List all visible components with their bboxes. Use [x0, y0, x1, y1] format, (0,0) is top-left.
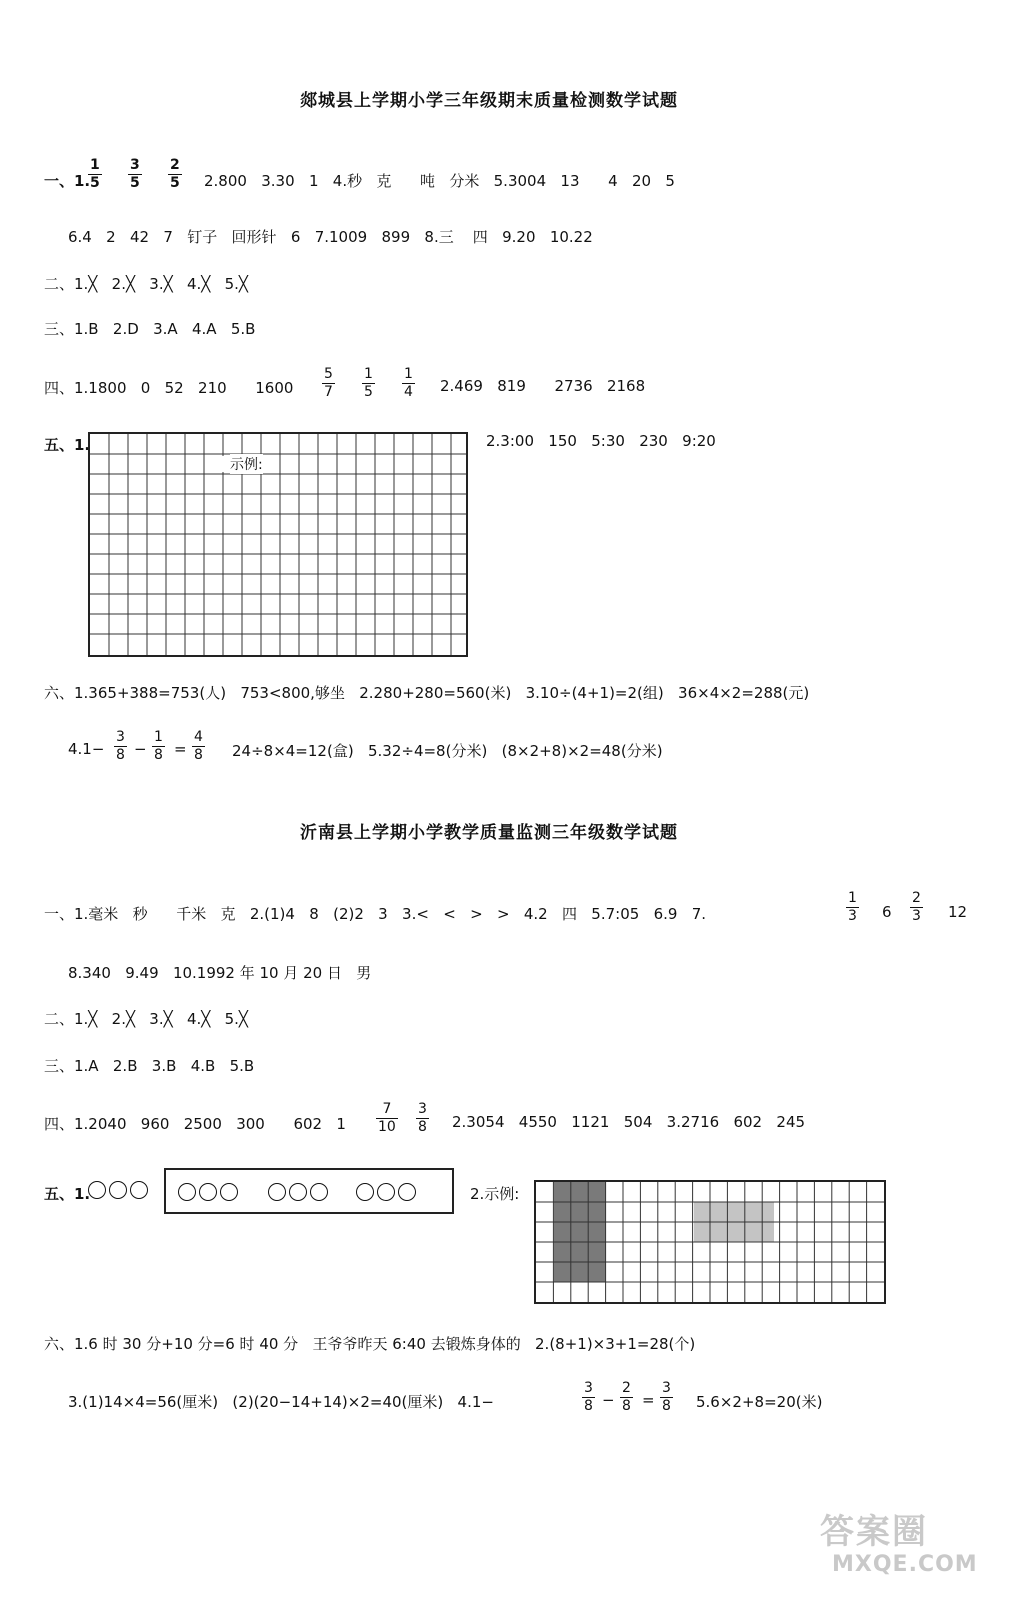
s2-row8-b: 5.6×2+8=20(米) [696, 1393, 823, 1411]
s2-row5-b: 2.3054 4550 1121 504 3.2716 602 245 [452, 1113, 806, 1131]
s2-circles-outside [88, 1180, 151, 1199]
s2-grid-lines [536, 1182, 884, 1302]
s1-row8-equals: = [174, 740, 187, 758]
s2-row3: 二、1.╳ 2.╳ 3.╳ 4.╳ 5.╳ [44, 1010, 248, 1028]
circle-icon [199, 1183, 217, 1201]
circle-icon [268, 1183, 286, 1201]
circle-icon [398, 1183, 416, 1201]
s1-row5-b: 2.469 819 2736 2168 [440, 377, 646, 395]
s2-row6-label: 五、1. [44, 1185, 91, 1203]
section1-title: 郯城县上学期小学三年级期末质量检测数学试题 [300, 91, 678, 111]
s1-row5-frac-3: $\frac{1}{4}$ [404, 366, 413, 400]
s2-row8-minus: − [602, 1391, 615, 1409]
s1-frac-3: $\frac{2}{5}$ [170, 157, 180, 191]
s2-row1-frac-1: $\frac{1}{3}$ [848, 890, 857, 924]
s2-row1-frac-2: $\frac{2}{3}$ [912, 890, 921, 924]
s1-row8-frac-3: $\frac{4}{8}$ [194, 729, 203, 763]
s2-row7: 六、1.6 时 30 分+10 分=6 时 40 分 王爷爷昨天 6:40 去锻炼身体的 2.(8+1)×3+1=28(个) [44, 1335, 696, 1353]
s2-circle-group-3 [356, 1182, 419, 1201]
s1-row6-label: 五、1. [44, 436, 91, 454]
s2-row5-frac-1: $\frac{7}{10}$ [378, 1101, 396, 1135]
s1-frac-2: $\frac{3}{5}$ [130, 157, 140, 191]
s2-row8-frac-3: $\frac{3}{8}$ [662, 1380, 671, 1414]
s1-row1-rest: 2.800 3.30 1 4.秒 克 吨 分米 5.3004 13 4 20 5 [204, 172, 675, 190]
s2-row1-six: 6 [882, 903, 892, 921]
s1-row4: 三、1.B 2.D 3.A 4.A 5.B [44, 320, 256, 338]
s1-grid [88, 432, 468, 657]
s2-row8-equals: = [642, 1391, 655, 1409]
s1-row3: 二、1.╳ 2.╳ 3.╳ 4.╳ 5.╳ [44, 275, 248, 293]
s2-row8-frac-1: $\frac{3}{8}$ [584, 1380, 593, 1414]
s2-circle-group-1 [178, 1182, 241, 1201]
s1-row8-b: 24÷8×4=12(盒) 5.32÷4=8(分米) (8×2+8)×2=48(分米) [232, 742, 663, 760]
s2-grid-example-label: 2.示例: [470, 1185, 520, 1203]
s2-grid [534, 1180, 886, 1304]
s2-row8-a: 3.(1)14×4=56(厘米) (2)(20−14+14)×2=40(厘米) 4.1− [68, 1393, 494, 1411]
circle-icon [356, 1183, 374, 1201]
s2-row5-a: 四、1.2040 960 2500 300 602 1 [44, 1115, 346, 1133]
circle-icon [310, 1183, 328, 1201]
s1-row8-minus: − [134, 740, 147, 758]
watermark-logo: 答案圈 [820, 1512, 928, 1552]
s2-circles-box [164, 1168, 454, 1214]
s1-grid-example-label: 示例: [230, 454, 263, 474]
s1-row7: 六、1.365+388=753(人) 753<800,够坐 2.280+280=560(米) 3.10÷(4+1)=2(组) 36×4×2=288(元) [44, 684, 810, 702]
s1-row8-frac-2: $\frac{1}{8}$ [154, 729, 163, 763]
s2-row1-a: 一、1.毫米 秒 千米 克 2.(1)4 8 (2)2 3 3.< < > > 4.2 四 5.7:05 6.9 7. [44, 905, 707, 923]
s1-row2: 6.4 2 42 7 钉子 回形针 6 7.1009 899 8.三 四 9.20 10.22 [68, 228, 593, 246]
circle-icon [178, 1183, 196, 1201]
circle-icon [88, 1181, 106, 1199]
s2-row2: 8.340 9.49 10.1992 年 10 月 20 日 男 [68, 964, 372, 982]
s1-row8-frac-1: $\frac{3}{8}$ [116, 729, 125, 763]
s1-row6-b: 2.3:00 150 5:30 230 9:20 [486, 432, 716, 450]
s1-row5-a: 四、1.1800 0 52 210 1600 [44, 379, 294, 397]
s1-row1-label: 一、1. [44, 172, 91, 190]
circle-icon [289, 1183, 307, 1201]
circle-icon [377, 1183, 395, 1201]
s1-grid-lines [90, 434, 466, 655]
s1-frac-1: $\frac{1}{5}$ [90, 157, 100, 191]
s1-row5-frac-1: $\frac{5}{7}$ [324, 366, 333, 400]
s2-row5-frac-2: $\frac{3}{8}$ [418, 1101, 427, 1135]
watermark-url: MXQE.COM [832, 1552, 978, 1577]
s2-row4: 三、1.A 2.B 3.B 4.B 5.B [44, 1057, 255, 1075]
s2-row8-frac-2: $\frac{2}{8}$ [622, 1380, 631, 1414]
circle-icon [109, 1181, 127, 1199]
circle-icon [130, 1181, 148, 1199]
s2-row1-twelve: 12 [948, 903, 968, 921]
s1-row8-a: 4.1− [68, 740, 105, 758]
s2-circle-group-2 [268, 1182, 331, 1201]
circle-icon [220, 1183, 238, 1201]
section2-title: 沂南县上学期小学教学质量监测三年级数学试题 [300, 823, 678, 843]
s1-row5-frac-2: $\frac{1}{5}$ [364, 366, 373, 400]
